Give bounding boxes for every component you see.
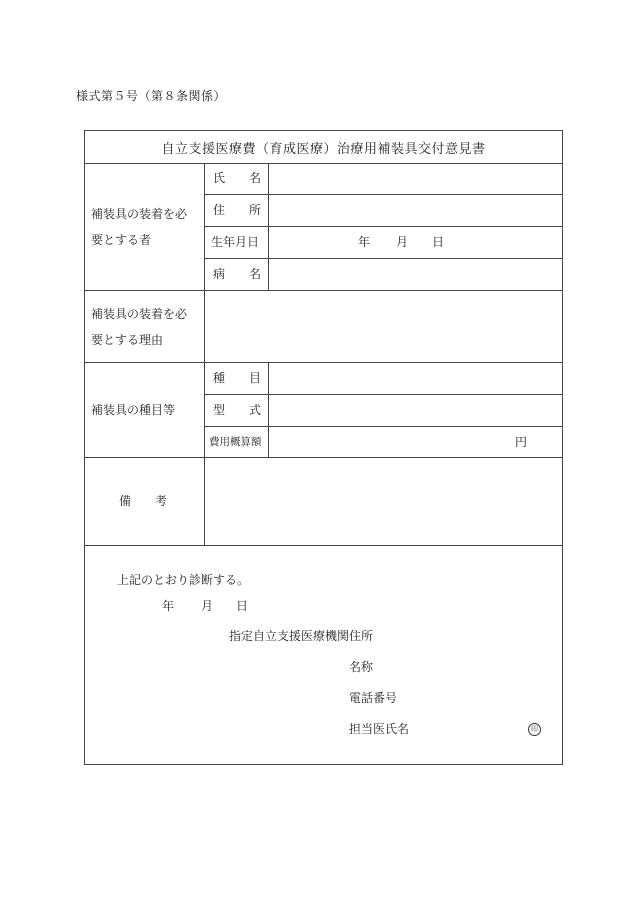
patient-disease-field[interactable] xyxy=(269,259,561,290)
device-type-field[interactable] xyxy=(269,363,561,394)
certification-date-month: 月 xyxy=(201,599,214,613)
device-cost-label: 費用概算額 xyxy=(209,436,262,448)
patient-name-field[interactable] xyxy=(269,164,561,194)
certification-statement: 上記のとおり診断する。 xyxy=(117,573,250,587)
form-frame xyxy=(84,130,563,765)
device-group-label: 補装具の種目等 xyxy=(91,403,176,417)
divider-row-remarks-end xyxy=(85,545,562,546)
institution-address-label: 指定自立支援医療機関住所 xyxy=(229,629,374,643)
remarks-label: 備 考 xyxy=(119,494,168,508)
patient-dob-day: 日 xyxy=(432,235,445,249)
reason-field[interactable] xyxy=(205,291,561,362)
device-cost-unit: 円 xyxy=(515,435,528,449)
patient-disease-label: 病 名 xyxy=(213,267,262,281)
patient-group-label: 補装具の装着を必要とする者 xyxy=(91,207,188,247)
device-type-label: 種 目 xyxy=(213,371,262,385)
device-model-field[interactable] xyxy=(269,395,561,426)
patient-dob-month: 月 xyxy=(396,235,409,249)
institution-name-label: 名称 xyxy=(349,660,374,674)
patient-address-label: 住 所 xyxy=(213,203,262,217)
institution-phone-label: 電話番号 xyxy=(349,691,398,705)
patient-dob-label: 生年月日 xyxy=(211,235,260,249)
form-title: 自立支援医療費（育成医療）治療用補装具交付意見書 xyxy=(85,131,562,164)
patient-dob-field[interactable] xyxy=(269,227,561,258)
remarks-field[interactable] xyxy=(205,458,561,545)
patient-dob-year: 年 xyxy=(358,235,371,249)
patient-name-label: 氏 名 xyxy=(213,171,262,185)
form-number: 様式第５号（第８条関係） xyxy=(76,89,227,103)
seal-mark: 印 xyxy=(528,723,541,736)
doctor-name-label: 担当医氏名 xyxy=(349,722,410,736)
patient-address-field[interactable] xyxy=(269,195,561,226)
certification-date-year: 年 xyxy=(162,599,175,613)
device-model-label: 型 式 xyxy=(213,403,262,417)
certification-date-day: 日 xyxy=(236,599,249,613)
reason-group-label: 補装具の装着を必要とする理由 xyxy=(91,307,188,347)
